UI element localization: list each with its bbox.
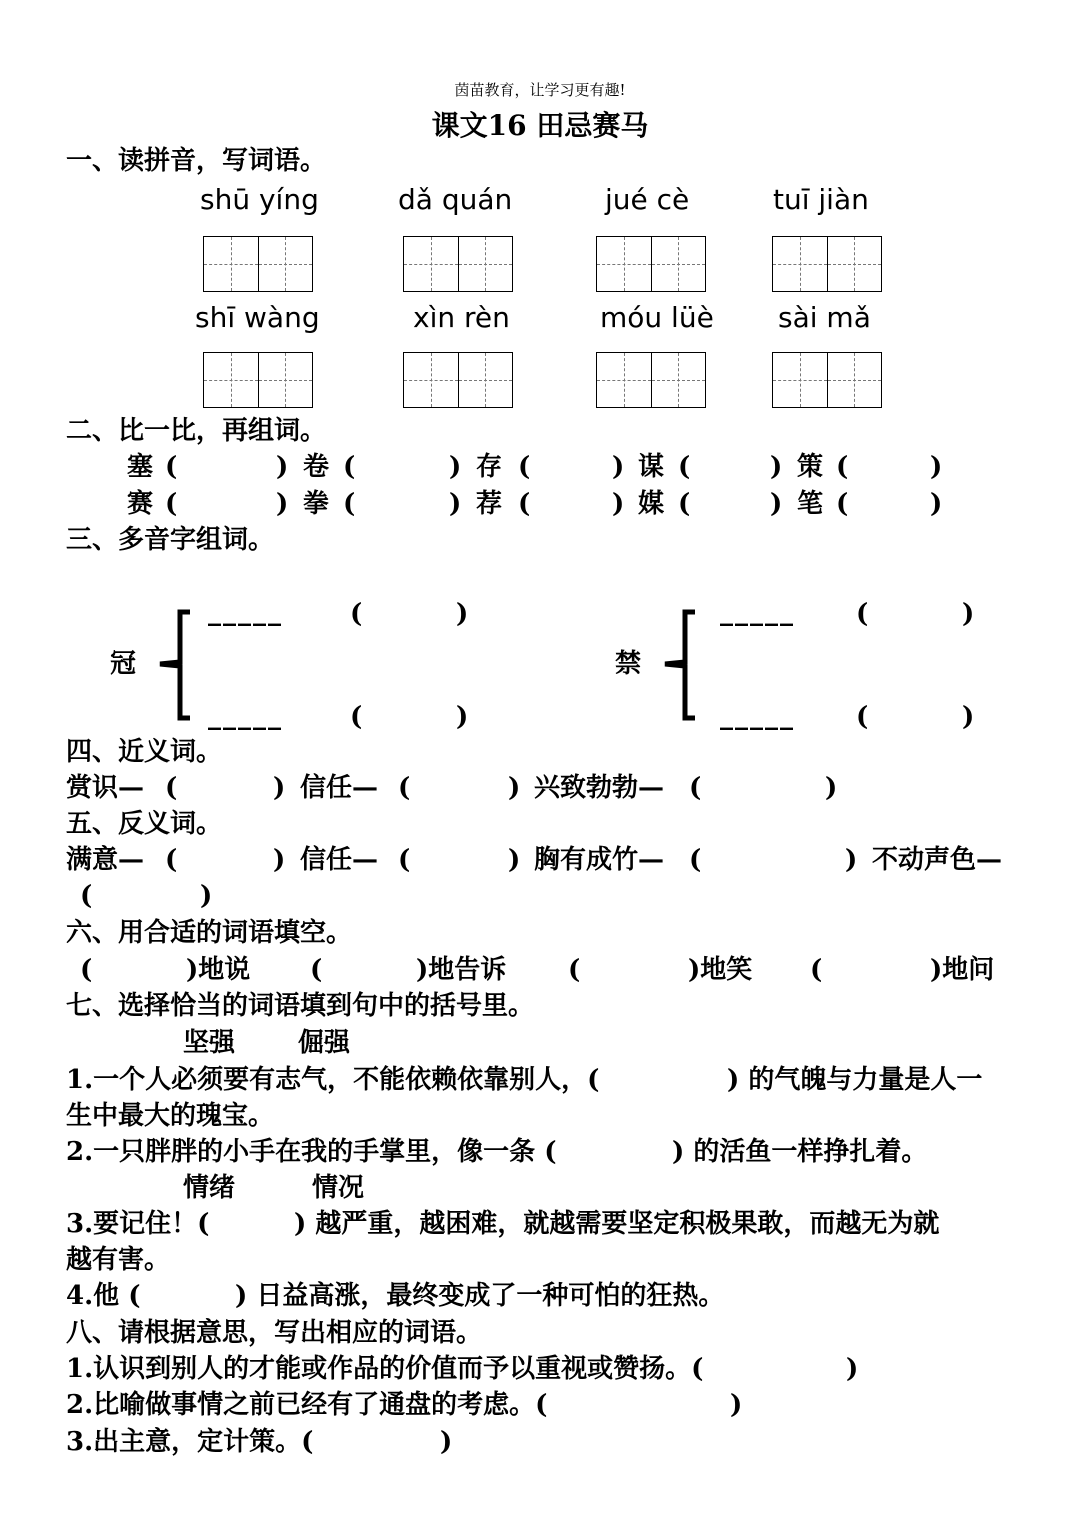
paren-open: ( bbox=[350, 702, 363, 732]
question-text: ) 的气魄与力量是人一 bbox=[727, 1065, 983, 1095]
question-text: 3.出主意，定计策。( bbox=[66, 1427, 314, 1457]
pinyin-3: jué cè bbox=[605, 183, 690, 216]
synonym-word: 信任— bbox=[300, 773, 379, 803]
question-text: ) 日益高涨，最终变成了一种可怕的狂热。 bbox=[235, 1281, 725, 1311]
polyphone-char: 禁 bbox=[615, 649, 642, 679]
paren-open: ( bbox=[856, 599, 869, 629]
section-1-heading: 一、读拼音，写词语。 bbox=[66, 146, 327, 176]
paren-open: ( bbox=[678, 452, 691, 482]
fill-item: )地问 bbox=[930, 955, 995, 985]
section-8-heading: 八、请根据意思，写出相应的词语。 bbox=[66, 1318, 483, 1348]
writing-grid[interactable] bbox=[203, 352, 313, 408]
section-4-heading: 四、近义词。 bbox=[66, 737, 223, 767]
paren-close: ) bbox=[770, 452, 783, 482]
compare-char: 赛 bbox=[127, 489, 154, 519]
writing-grid[interactable] bbox=[596, 352, 706, 408]
word-choice: 情况 bbox=[312, 1173, 365, 1203]
paren-close: ) bbox=[200, 881, 213, 911]
paren-open: ( bbox=[689, 773, 702, 803]
pinyin-7: móu lüè bbox=[600, 301, 714, 334]
paren-close: ) bbox=[612, 489, 625, 519]
writing-grid[interactable] bbox=[203, 236, 313, 292]
section-5-heading: 五、反义词。 bbox=[66, 809, 223, 839]
word-choice: 情绪 bbox=[183, 1173, 236, 1203]
paren-close: ) bbox=[440, 1427, 453, 1457]
synonym-word: 兴致勃勃— bbox=[534, 773, 665, 803]
paren-close: ) bbox=[612, 452, 625, 482]
question-text: 1.认识到别人的才能或作品的价值而予以重视或赞扬。( bbox=[66, 1354, 704, 1384]
compare-char: 笔 bbox=[797, 489, 824, 519]
writing-grid[interactable] bbox=[403, 236, 513, 292]
paren-close: ) bbox=[845, 845, 858, 875]
compare-char: 策 bbox=[797, 452, 824, 482]
paren-close: ) bbox=[770, 489, 783, 519]
paren-close: ) bbox=[730, 1390, 743, 1420]
paren-open: ( bbox=[568, 955, 581, 985]
paren-close: ) bbox=[962, 702, 975, 732]
antonym-word: 信任— bbox=[300, 845, 379, 875]
compare-char: 存 bbox=[476, 452, 503, 482]
paren-close: ) bbox=[930, 452, 943, 482]
answer-line: _____ bbox=[720, 701, 795, 731]
question-text: 3.要记住！( bbox=[66, 1209, 210, 1239]
writing-grid[interactable] bbox=[596, 236, 706, 292]
fill-item: )地笑 bbox=[688, 955, 753, 985]
paren-open: ( bbox=[518, 452, 531, 482]
compare-char: 塞 bbox=[127, 452, 154, 482]
paren-close: ) bbox=[846, 1354, 859, 1384]
paren-open: ( bbox=[80, 955, 93, 985]
question-text: 4.他 ( bbox=[66, 1281, 141, 1311]
paren-open: ( bbox=[165, 452, 178, 482]
antonym-word: 胸有成竹— bbox=[534, 845, 665, 875]
polyphone-char: 冠 bbox=[110, 649, 137, 679]
pinyin-5: shī wàng bbox=[195, 301, 320, 334]
writing-grid[interactable] bbox=[772, 352, 882, 408]
compare-char: 媒 bbox=[638, 489, 665, 519]
section-6-heading: 六、用合适的词语填空。 bbox=[66, 918, 353, 948]
antonym-word: 不动声色— bbox=[872, 845, 1003, 875]
pinyin-4: tuī jiàn bbox=[773, 183, 869, 216]
pinyin-8: sài mǎ bbox=[778, 301, 871, 334]
paren-close: ) bbox=[449, 452, 462, 482]
section-3-heading: 三、多音字组词。 bbox=[66, 525, 275, 555]
question-text: 生中最大的瑰宝。 bbox=[66, 1101, 275, 1131]
brace-icon bbox=[655, 608, 715, 728]
paren-close: ) bbox=[962, 599, 975, 629]
paren-open: ( bbox=[165, 489, 178, 519]
header-slogan: 茵苗教育，让学习更有趣! bbox=[454, 81, 626, 99]
brace-icon bbox=[150, 608, 210, 728]
question-text: ) 越严重，越困难，就越需要坚定积极果敢，而越无为就 bbox=[294, 1209, 940, 1239]
section-7-heading: 七、选择恰当的词语填到句中的括号里。 bbox=[66, 991, 535, 1021]
paren-close: ) bbox=[930, 489, 943, 519]
paren-open: ( bbox=[836, 489, 849, 519]
question-text: 越有害。 bbox=[66, 1245, 171, 1275]
paren-close: ) bbox=[276, 489, 289, 519]
compare-char: 卷 bbox=[303, 452, 330, 482]
paren-open: ( bbox=[310, 955, 323, 985]
question-text: ) 的活鱼一样挣扎着。 bbox=[672, 1137, 928, 1167]
antonym-word: 满意— bbox=[66, 845, 145, 875]
paren-open: ( bbox=[165, 773, 178, 803]
compare-char: 谋 bbox=[638, 452, 665, 482]
paren-open: ( bbox=[678, 489, 691, 519]
paren-open: ( bbox=[810, 955, 823, 985]
paren-open: ( bbox=[518, 489, 531, 519]
paren-close: ) bbox=[276, 452, 289, 482]
paren-close: ) bbox=[456, 599, 469, 629]
synonym-word: 赏识— bbox=[66, 773, 145, 803]
answer-line: _____ bbox=[208, 701, 283, 731]
pinyin-1: shū yíng bbox=[200, 183, 319, 216]
fill-item: )地说 bbox=[186, 955, 251, 985]
paren-open: ( bbox=[398, 773, 411, 803]
compare-char: 荐 bbox=[476, 489, 503, 519]
question-text: 2.一只胖胖的小手在我的手掌里，像一条 ( bbox=[66, 1137, 557, 1167]
question-text: 2.比喻做事情之前已经有了通盘的考虑。( bbox=[66, 1390, 548, 1420]
paren-open: ( bbox=[398, 845, 411, 875]
question-text: 1.一个人必须要有志气，不能依赖依靠别人，( bbox=[66, 1065, 600, 1095]
pinyin-2: dǎ quán bbox=[398, 183, 513, 216]
paren-close: ) bbox=[456, 702, 469, 732]
paren-open: ( bbox=[165, 845, 178, 875]
compare-char: 拳 bbox=[303, 489, 330, 519]
paren-close: ) bbox=[449, 489, 462, 519]
word-choice: 坚强 bbox=[183, 1028, 236, 1058]
paren-close: ) bbox=[273, 773, 286, 803]
paren-open: ( bbox=[343, 489, 356, 519]
paren-open: ( bbox=[350, 599, 363, 629]
word-choice: 倔强 bbox=[298, 1028, 351, 1058]
paren-open: ( bbox=[856, 702, 869, 732]
paren-open: ( bbox=[343, 452, 356, 482]
paren-close: ) bbox=[825, 773, 838, 803]
answer-line: _____ bbox=[720, 597, 795, 627]
writing-grid[interactable] bbox=[772, 236, 882, 292]
writing-grid[interactable] bbox=[403, 352, 513, 408]
fill-item: )地告诉 bbox=[416, 955, 507, 985]
answer-line: _____ bbox=[208, 597, 283, 627]
paren-close: ) bbox=[273, 845, 286, 875]
paren-close: ) bbox=[508, 773, 521, 803]
section-2-heading: 二、比一比，再组词。 bbox=[66, 416, 327, 446]
page-title: 课文16 田忌赛马 bbox=[431, 109, 649, 142]
pinyin-6: xìn rèn bbox=[413, 301, 510, 334]
paren-open: ( bbox=[80, 881, 93, 911]
paren-open: ( bbox=[689, 845, 702, 875]
paren-open: ( bbox=[836, 452, 849, 482]
paren-close: ) bbox=[508, 845, 521, 875]
